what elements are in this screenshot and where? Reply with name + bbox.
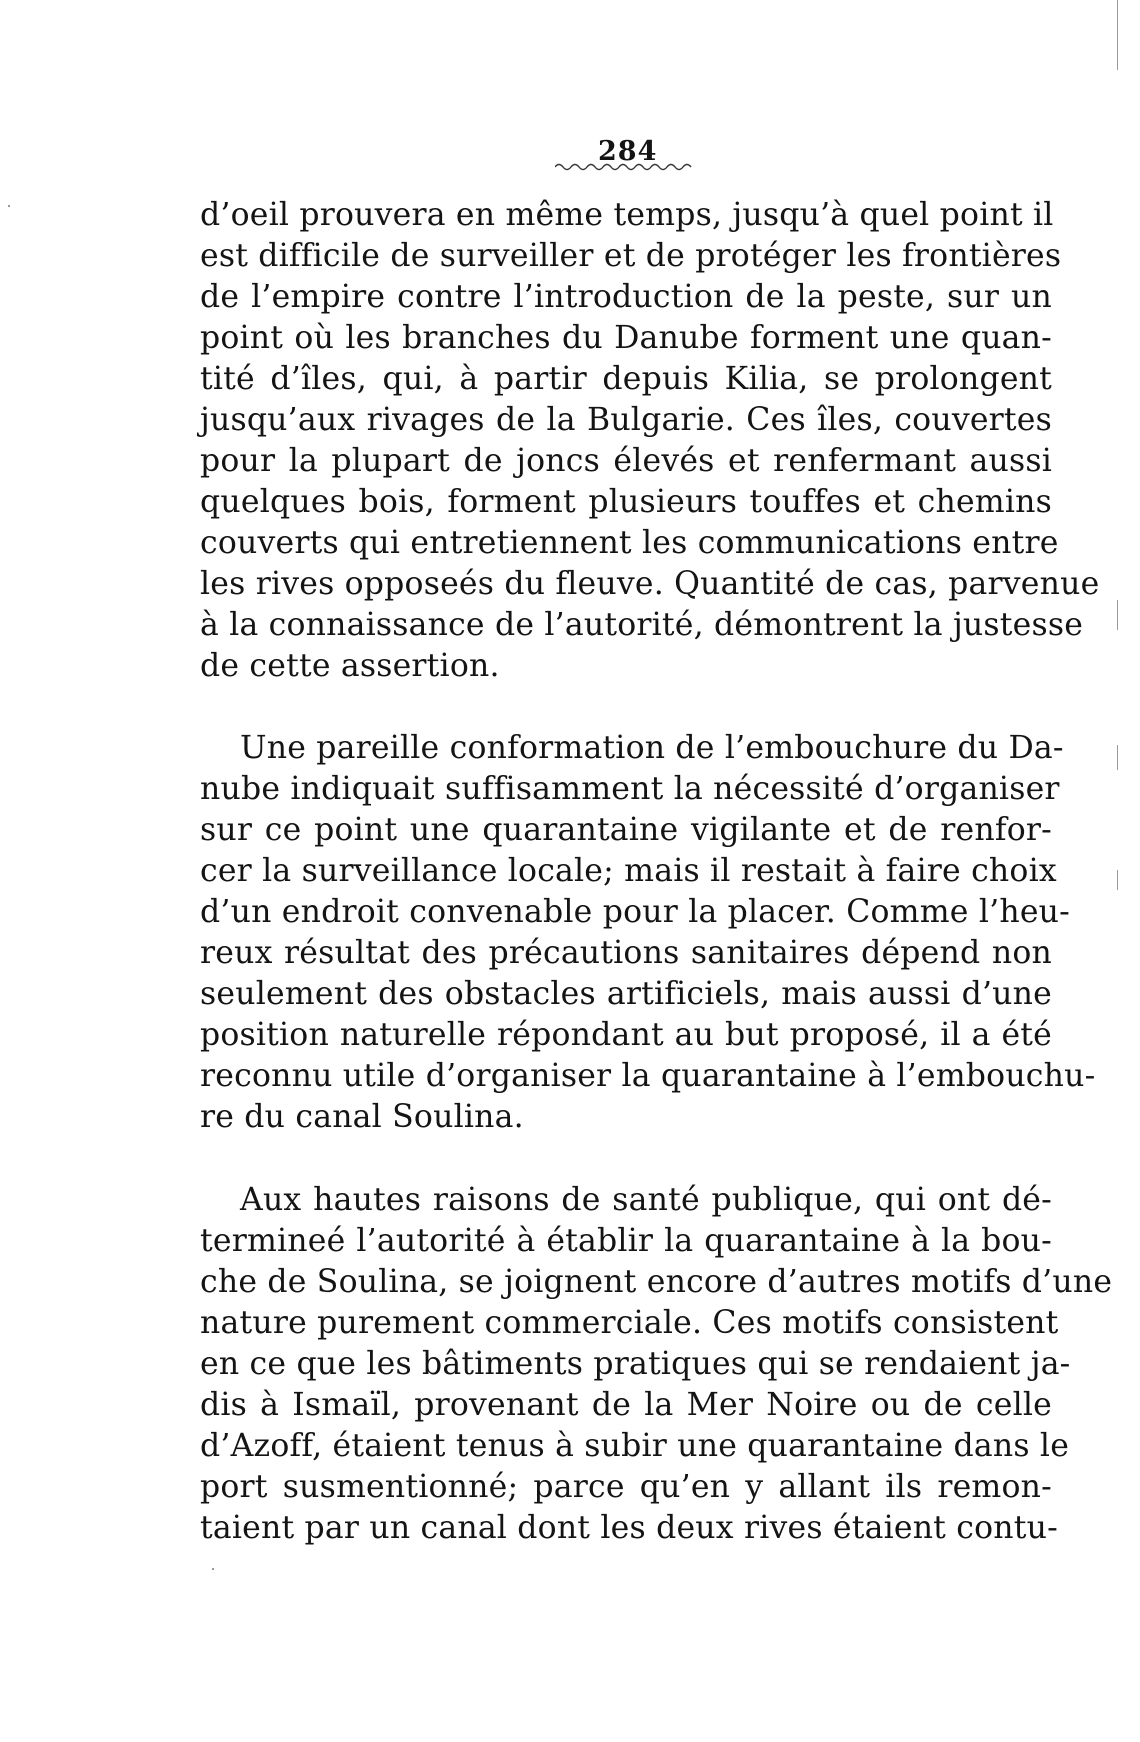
text-line: point où les branches du Danube forment une quan- [200, 320, 1052, 356]
text-line: port susmentionné; parce qu’en y allant ils remon- [200, 1469, 1052, 1505]
text-line: tité d’îles, qui, à partir depuis Kilia, se prolongent [200, 361, 1052, 397]
text-line: couverts qui entretiennent les communications entre [200, 525, 1059, 561]
text-line: jusqu’aux rivages de la Bulgarie. Ces îles, couvertes [200, 402, 1052, 438]
scan-edge-mark [1117, 0, 1118, 70]
scan-speck [8, 205, 10, 207]
text-line: pour la plupart de joncs élevés et renfermant aussi [200, 443, 1052, 479]
text-line: d’Azoff, étaient tenus à subir une quarantaine dans le [200, 1428, 1070, 1464]
text-line: Une pareille conformation de l’embouchure du Da- [240, 730, 1064, 766]
scan-speck [212, 1568, 214, 1570]
scan-edge-mark [1117, 600, 1118, 630]
text-line: termineé l’autorité à établir la quarantaine à la bou- [200, 1223, 1052, 1259]
text-line: taient par un canal dont les deux rives étaient contu- [200, 1510, 1058, 1546]
text-line: dis à Ismaïl, provenant de la Mer Noire ou de celle [200, 1387, 1052, 1423]
text-line: che de Soulina, se joignent encore d’autres motifs d’une [200, 1264, 1113, 1300]
scan-edge-mark [1117, 745, 1118, 770]
text-line: nube indiquait suffisamment la nécessité d’organiser [200, 771, 1060, 807]
text-line: re du canal Soulina. [200, 1099, 524, 1135]
page-number-ornament [555, 162, 695, 172]
text-line: reconnu utile d’organiser la quarantaine à l’embouchu- [200, 1058, 1096, 1094]
text-line: seulement des obstacles artificiels, mais aussi d’une [200, 976, 1052, 1012]
scan-edge-mark [1117, 870, 1118, 890]
text-line: d’un endroit convenable pour la placer. Comme l’heu- [200, 894, 1071, 930]
text-line: sur ce point une quarantaine vigilante et de renfor- [200, 812, 1052, 848]
text-line: quelques bois, forment plusieurs touffes et chemins [200, 484, 1052, 520]
text-line: en ce que les bâtiments pratiques qui se rendaient ja- [200, 1346, 1071, 1382]
text-line: Aux hautes raisons de santé publique, qui ont dé- [240, 1182, 1052, 1218]
text-line: d’oeil prouvera en même temps, jusqu’à quel point il [200, 197, 1054, 233]
page-number: 284 [598, 136, 658, 167]
text-line: à la connaissance de l’autorité, démontrent la justesse [200, 607, 1084, 643]
text-line: nature purement commerciale. Ces motifs consistent [200, 1305, 1059, 1341]
text-line: reux résultat des précautions sanitaires dépend non [200, 935, 1052, 971]
text-line: de cette assertion. [200, 648, 500, 684]
text-line: position naturelle répondant au but proposé, il a été [200, 1017, 1052, 1053]
text-line: est difficile de surveiller et de protéger les frontières [200, 238, 1062, 274]
text-line: de l’empire contre l’introduction de la peste, sur un [200, 279, 1052, 315]
text-line: cer la surveillance locale; mais il restait à faire choix [200, 853, 1057, 889]
text-line: les rives opposeés du fleuve. Quantité de cas, parvenue [200, 566, 1100, 602]
